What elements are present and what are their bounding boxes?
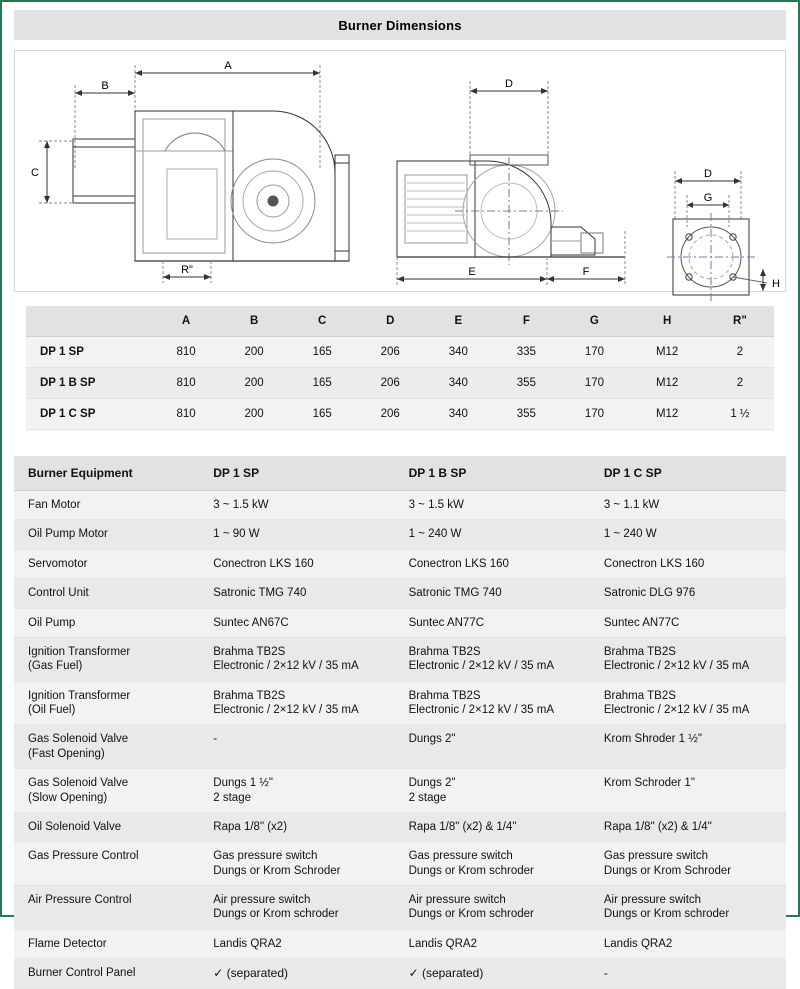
equip-cell-line2: Electronic / 2×12 kV / 35 mA [603,660,750,673]
equip-row-label-main: Ignition Transformer [28,645,131,658]
drawing-label-B: B [101,80,109,92]
equip-cell-dp1csp: Suntec AN77C [590,608,786,637]
equip-cell-dp1bsp [395,769,590,813]
table-row [14,520,786,549]
equip-cell-dp1csp: Satronic DLG 976 [590,579,786,608]
equip-cell-dp1sp: Suntec AN67C [199,608,394,637]
equip-row-label: Gas Pressure Control [14,842,199,886]
equip-cell-dp1bsp: ✓ (separated) [395,959,590,989]
dim-cell-d: 206 [356,337,424,368]
dim-cell-c: 165 [288,368,356,399]
equip-cell-dp1bsp: Conectron LKS 160 [395,549,590,578]
equip-cell-dp1sp: 1 ~ 90 W [199,520,394,549]
equip-cell-dp1csp [590,886,786,930]
table-header-row [26,306,774,337]
dim-cell-d: 206 [356,399,424,430]
equip-cell-dp1csp: - [590,959,786,989]
dim-cell-b: 200 [220,337,288,368]
equip-cell-line2: 2 stage [213,791,251,804]
table-row [14,579,786,608]
dim-cell-h: M12 [628,337,705,368]
dim-cell-b: 200 [220,399,288,430]
dim-col-r: R" [706,306,774,337]
dim-col-c: C [288,306,356,337]
equip-cell-line2: Electronic / 2×12 kV / 35 mA [213,660,359,673]
equip-cell-dp1csp [590,769,786,813]
equip-cell-line2: Dungs or Krom schroder [408,908,534,921]
dimensions-table-wrap [26,306,774,430]
equip-row-label: Oil Pump [14,608,199,637]
equip-cell-dp1bsp: Satronic TMG 740 [395,579,590,608]
dimensions-table-body [26,337,774,430]
equip-cell-dp1bsp: Suntec AN77C [395,608,590,637]
equip-cell-line1: Air pressure switch [408,894,506,906]
equip-cell-dp1sp: 3 ~ 1.5 kW [199,491,394,520]
equip-cell-dp1csp: 3 ~ 1.1 kW [590,491,786,520]
dim-cell-g: 170 [560,337,628,368]
dim-cell-a: 810 [152,337,220,368]
equip-cell-dp1sp: Conectron LKS 160 [199,549,394,578]
equip-cell-dp1bsp [395,637,590,681]
equip-cell-line2: Electronic / 2×12 kV / 35 mA [603,704,750,716]
equip-cell-dp1sp [199,886,394,930]
equip-cell-line2: Dungs or Krom Schroder [603,864,732,877]
dim-cell-r: 2 [706,368,774,399]
dim-col-g: G [560,306,628,337]
equip-cell-dp1csp: Rapa 1/8" (x2) & 1/4" [590,812,786,841]
equip-cell-dp1csp [590,637,786,681]
table-header-row [14,456,786,491]
dim-cell-r: 1 ½ [706,399,774,430]
equip-cell-line1: Gas pressure switch [603,850,709,863]
table-row [26,399,774,430]
dim-row-model: DP 1 SP [26,337,152,368]
equip-cell-dp1sp: Landis QRA2 [199,929,394,958]
equip-row-label-sub: (Fast Opening) [28,747,105,760]
equip-cell-line1: Air pressure switch [213,894,311,906]
equip-cell-dp1sp [199,769,394,813]
dim-cell-b: 200 [220,368,288,399]
dim-col-b: B [220,306,288,337]
equip-row-label [14,725,199,769]
equip-cell-dp1bsp: 1 ~ 240 W [395,520,590,549]
dim-row-model: DP 1 B SP [26,368,152,399]
equip-cell-dp1csp: 1 ~ 240 W [590,520,786,549]
equip-cell-dp1bsp [395,886,590,930]
equip-row-label [14,769,199,813]
table-row [14,681,786,725]
equip-cell-dp1bsp: Rapa 1/8" (x2) & 1/4" [395,812,590,841]
equip-cell-dp1sp [199,842,394,886]
table-row [14,842,786,886]
equip-cell-dp1sp: Satronic TMG 740 [199,579,394,608]
equip-cell-line2: Electronic / 2×12 kV / 35 mA [408,660,554,673]
drawing-label-C: C [31,167,39,179]
equip-cell-dp1csp: Conectron LKS 160 [590,549,786,578]
equip-cell-line1: Brahma TB2S [408,645,481,658]
equip-cell-dp1sp [199,637,394,681]
equip-row-label: Control Unit [14,579,199,608]
dim-col-a: A [152,306,220,337]
equip-cell-line1: Krom Schroder 1" [603,777,695,790]
dim-cell-g: 170 [560,368,628,399]
table-row [14,886,786,930]
burner-drawing-panel [14,50,786,292]
dim-cell-r: 2 [706,337,774,368]
table-row [26,368,774,399]
equip-cell-line1: Brahma TB2S [213,689,286,702]
dim-cell-h: M12 [628,399,705,430]
dim-col-h: H [628,306,705,337]
equip-cell-line2: 2 stage [408,791,447,804]
equip-row-label [14,637,199,681]
table-row [14,812,786,841]
equip-col-label: Burner Equipment [14,456,199,491]
equipment-table-body [14,491,786,989]
dim-cell-e: 340 [424,399,492,430]
table-row [14,608,786,637]
equip-cell-line2: Dungs or Krom schroder [213,908,339,921]
equipment-table-head [14,456,786,491]
dim-row-model: DP 1 C SP [26,399,152,430]
equip-row-label: Burner Control Panel [14,959,199,989]
table-row [14,549,786,578]
table-row [14,959,786,989]
dim-cell-e: 340 [424,368,492,399]
equip-cell-line1: Brahma TB2S [603,645,676,658]
equip-cell-dp1bsp [395,842,590,886]
drawing-label-E: E [468,266,476,278]
dim-col-f: F [492,306,560,337]
equip-cell-line1: Brahma TB2S [603,689,676,702]
page-title-bar [14,10,786,40]
dim-cell-g: 170 [560,399,628,430]
equip-row-label-sub: (Gas Fuel) [28,660,83,673]
equip-row-label: Flame Detector [14,929,199,958]
table-row [14,929,786,958]
dim-col-d: D [356,306,424,337]
equipment-table [14,456,786,989]
equip-row-label-sub: (Slow Opening) [28,791,108,804]
burner-drawing-svg [15,51,789,289]
equip-cell-line1: Dungs 2" [408,777,456,790]
dimensions-table [26,306,774,430]
equip-cell-dp1bsp [395,681,590,725]
drawing-label-H: H [772,278,780,290]
equip-row-label: Oil Pump Motor [14,520,199,549]
equip-row-label-main: Ignition Transformer [28,689,131,702]
equip-cell-dp1csp [590,681,786,725]
table-row [26,337,774,368]
equip-cell-line2: Electronic / 2×12 kV / 35 mA [213,704,359,716]
equip-row-label-main: Gas Solenoid Valve [28,777,129,790]
equip-cell-line1: Brahma TB2S [213,645,286,658]
dimensions-table-head [26,306,774,337]
equip-row-label-main: Gas Solenoid Valve [28,733,129,746]
equip-cell-dp1sp: - [199,725,394,769]
equip-row-label: Servomotor [14,549,199,578]
equip-cell-line1: Brahma TB2S [408,689,481,702]
equip-row-label [14,681,199,725]
table-row [14,769,786,813]
table-row [14,491,786,520]
equip-cell-line2: Dungs or Krom Schroder [213,864,341,877]
equip-cell-dp1csp [590,842,786,886]
drawing-label-D2: D [704,168,712,180]
drawing-label-R: R" [181,264,193,276]
equip-col-dp1bsp: DP 1 B SP [395,456,590,491]
dim-cell-c: 165 [288,399,356,430]
equip-cell-dp1bsp: 3 ~ 1.5 kW [395,491,590,520]
dim-col-e: E [424,306,492,337]
dim-cell-e: 340 [424,337,492,368]
dim-cell-a: 810 [152,368,220,399]
equip-row-label: Fan Motor [14,491,199,520]
dim-cell-a: 810 [152,399,220,430]
dim-cell-f: 335 [492,337,560,368]
equip-cell-line1: Gas pressure switch [408,850,513,863]
drawing-label-D: D [505,78,513,90]
equip-cell-line1: Gas pressure switch [213,850,318,863]
equip-cell-dp1bsp: Dungs 2" [395,725,590,769]
dim-col-model [26,306,152,337]
equip-col-dp1csp: DP 1 C SP [590,456,786,491]
drawing-label-A: A [224,60,232,72]
equip-cell-dp1bsp: Landis QRA2 [395,929,590,958]
equip-cell-line2: Electronic / 2×12 kV / 35 mA [408,704,554,716]
table-row [14,637,786,681]
dim-cell-f: 355 [492,399,560,430]
drawing-label-F: F [582,266,590,278]
dim-cell-d: 206 [356,368,424,399]
equip-col-dp1sp: DP 1 SP [199,456,394,491]
table-row [14,725,786,769]
drawing-label-G: G [703,192,713,204]
equip-cell-dp1sp [199,681,394,725]
dim-cell-h: M12 [628,368,705,399]
equip-cell-line2: Dungs or Krom schroder [603,908,730,921]
equip-cell-dp1csp: Krom Shroder 1 ½" [590,725,786,769]
equip-cell-dp1sp: ✓ (separated) [199,959,394,989]
equip-row-label-sub: (Oil Fuel) [28,704,76,716]
dim-cell-c: 165 [288,337,356,368]
dim-cell-f: 355 [492,368,560,399]
equip-cell-line1: Air pressure switch [603,894,702,906]
equip-row-label: Air Pressure Control [14,886,199,930]
equipment-table-wrap [14,456,786,989]
equip-cell-line2: Dungs or Krom schroder [408,864,534,877]
equip-row-label: Oil Solenoid Valve [14,812,199,841]
equip-cell-dp1csp: Landis QRA2 [590,929,786,958]
page-title: Burner Dimensions [338,17,462,33]
equip-cell-line1: Dungs 1 ½" [213,777,273,790]
equip-cell-dp1sp: Rapa 1/8" (x2) [199,812,394,841]
